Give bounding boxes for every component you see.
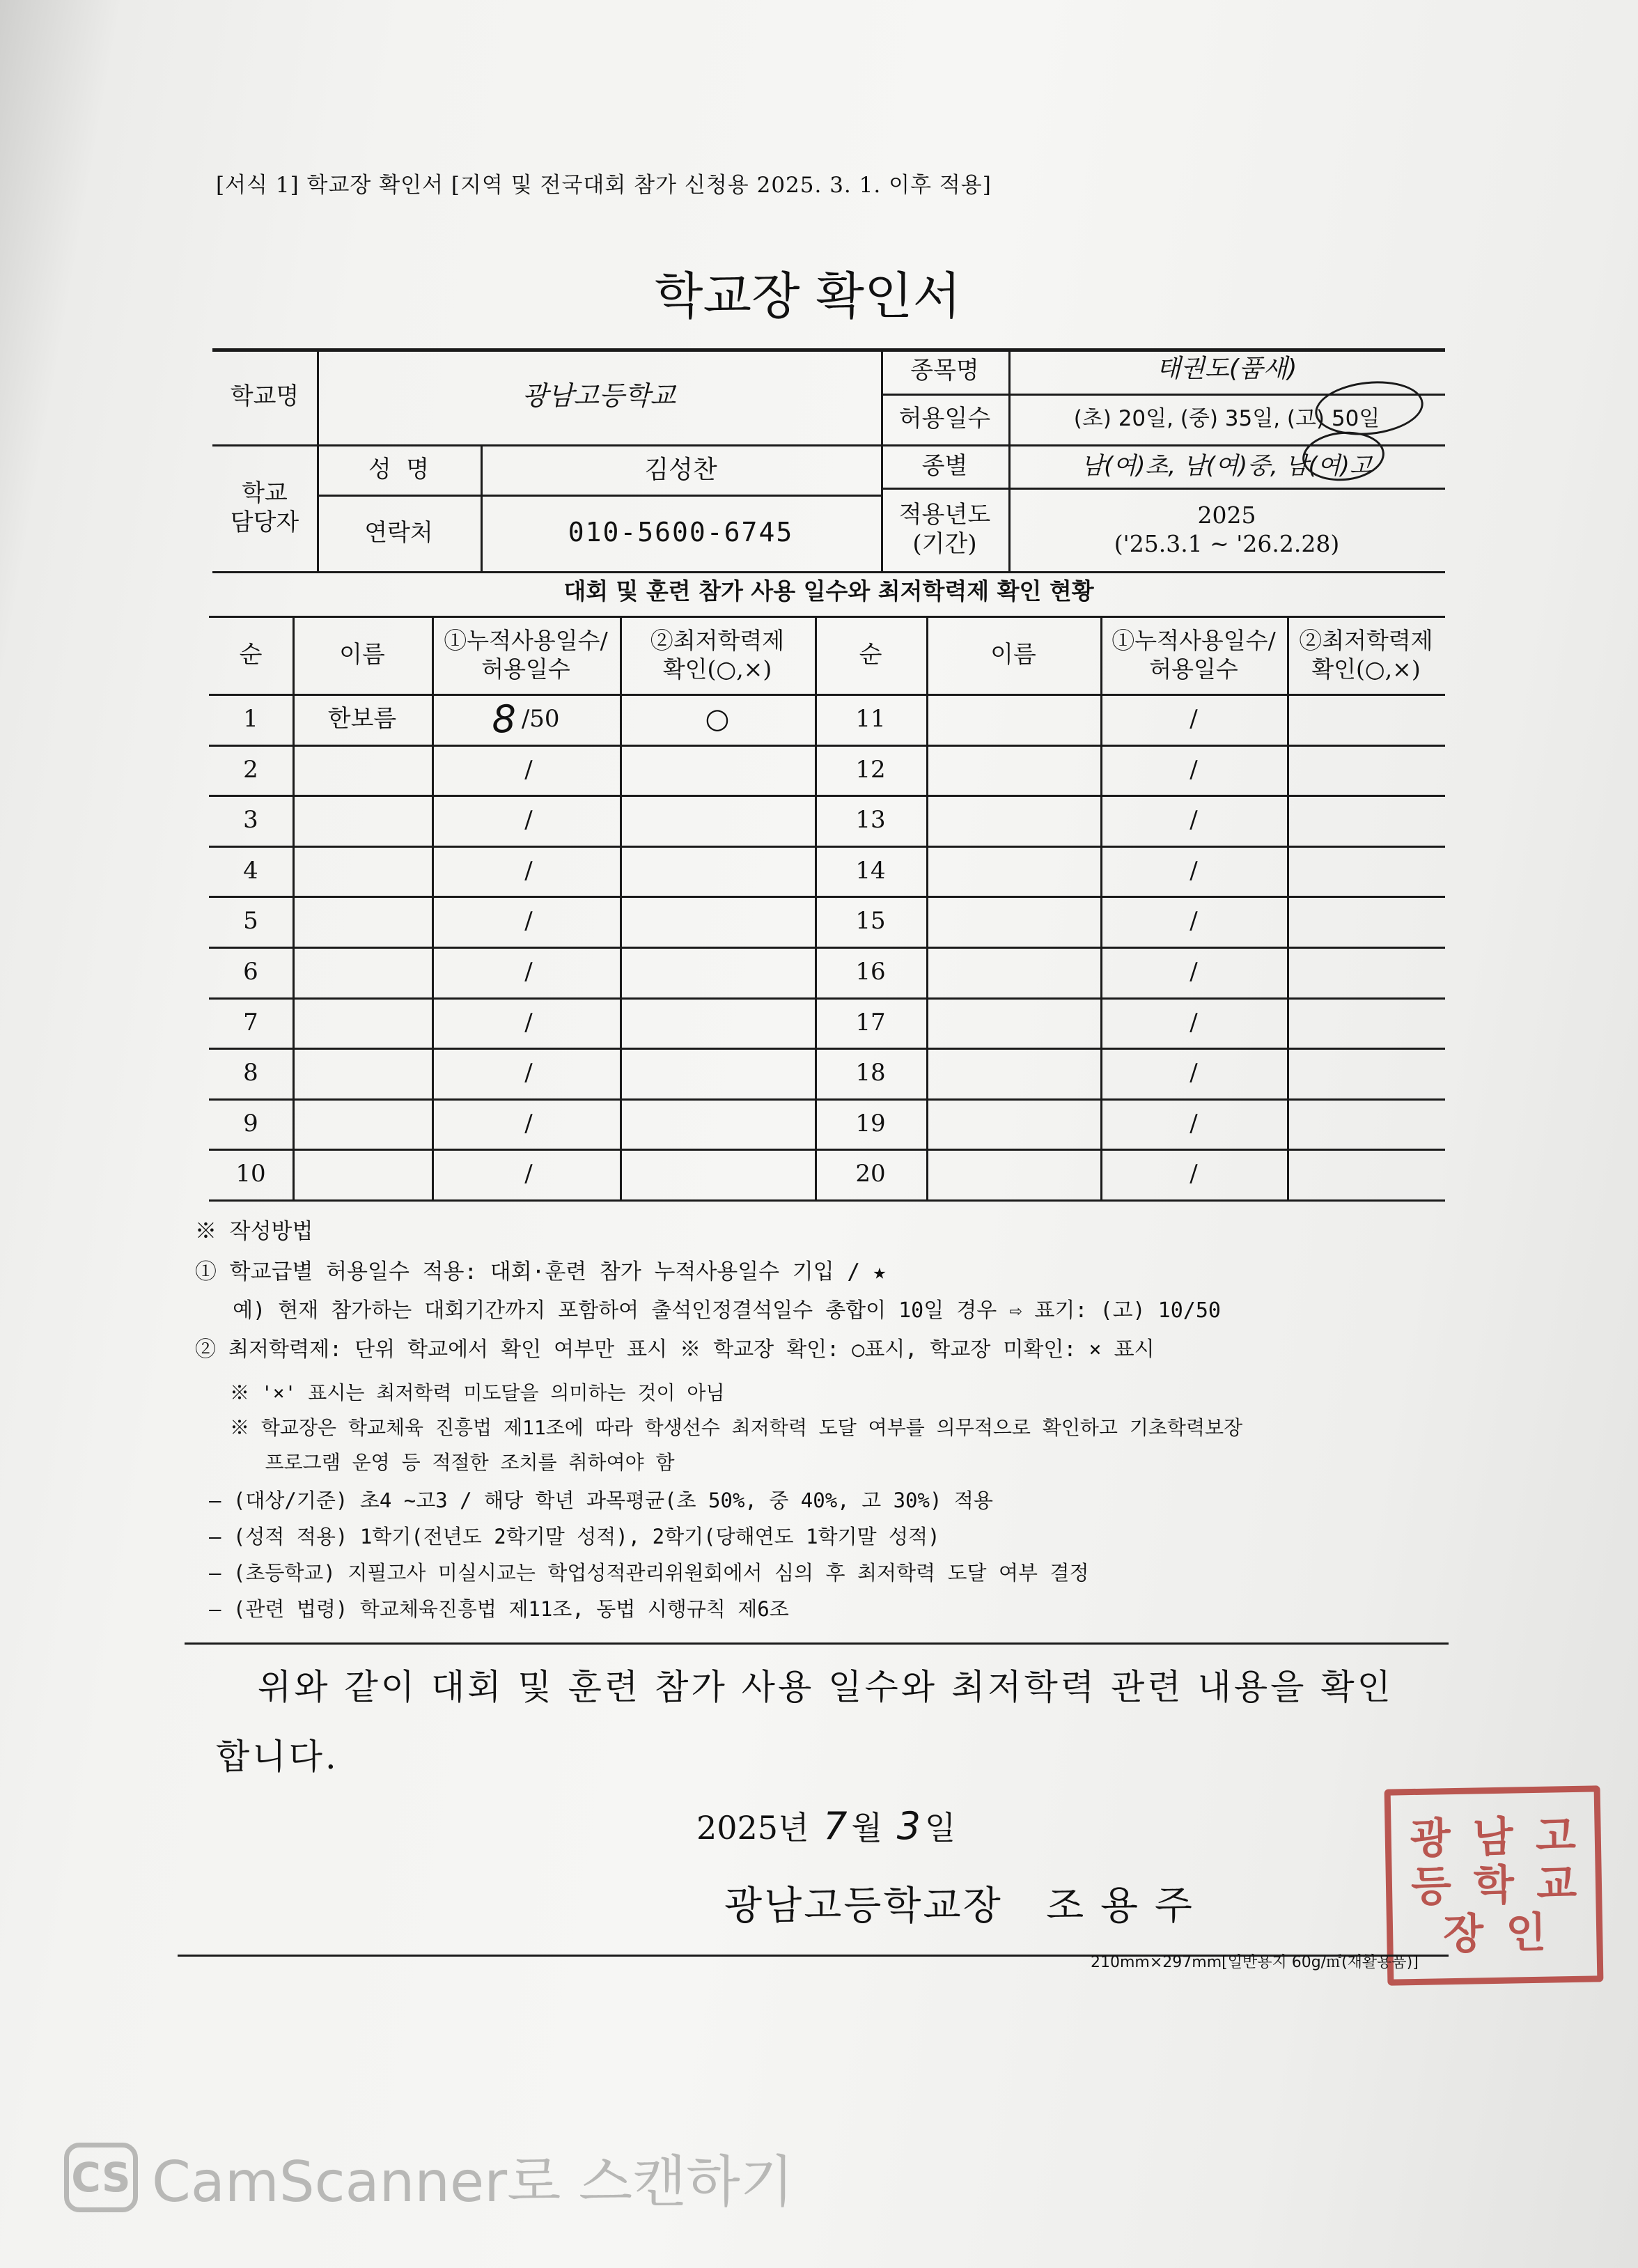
row-number: 3: [243, 806, 258, 834]
min-academic-check: [1287, 997, 1445, 1048]
student-name: [292, 1048, 432, 1098]
student-name: [292, 896, 432, 947]
note-item: ※ '×' 표시는 최저학력 미도달을 의미하는 것이 아님: [230, 1381, 725, 1404]
allowed-days-value: /: [524, 907, 533, 935]
used-days-cell: /: [1190, 958, 1198, 986]
column-header-days: [432, 616, 620, 694]
allowed-days-value: /: [524, 755, 533, 784]
column-header-no: 순: [239, 640, 263, 669]
used-days-cell: [432, 694, 620, 745]
note-item: ② 최저학력제: 단위 학교에서 확인 여부만 표시 ※ 학교장 확인: ○표시, 학교장 미확인: × 표시: [195, 1337, 1155, 1362]
note-item: 프로그램 운영 등 적절한 조치를 취하여야 함: [230, 1451, 675, 1474]
student-name: [926, 745, 1100, 795]
allowed-days-label: 허용일수: [898, 405, 991, 433]
student-name: [926, 795, 1100, 846]
principal-name: 광남고등학교장 조 용 주: [724, 1883, 1194, 1929]
min-academic-check: [1287, 795, 1445, 846]
min-academic-check: [620, 947, 815, 997]
used-days-cell: /: [1190, 856, 1198, 885]
column-header-check-line2: 확인(○,×): [1311, 655, 1421, 683]
student-name: [926, 997, 1100, 1048]
row-number: 10: [235, 1160, 266, 1188]
used-days-cell: /: [1190, 907, 1198, 935]
contact-group-label-line2: 담당자: [230, 508, 299, 536]
row-number: 7: [243, 1008, 258, 1036]
confirmation-text-end: 합니다.: [216, 1737, 339, 1777]
person-name: 김성찬: [644, 455, 717, 484]
date-month-unit: 월: [851, 1809, 882, 1847]
student-name: [926, 1149, 1100, 1199]
event-name: 태권도(품새): [1156, 355, 1297, 383]
form-header: [서식 1] 학교장 확인서 [지역 및 전국대회 참가 신청용 2025. 3. 1. 이후 적용]: [216, 173, 992, 198]
row-number: 12: [855, 755, 886, 784]
min-academic-check: [620, 997, 815, 1048]
allowed-days-value: /50: [521, 705, 560, 733]
paper-size-note: 210mm×297mm[일반용지 60g/㎡(재활용품)]: [1091, 1954, 1419, 1971]
allowed-days-value: /: [524, 1059, 533, 1087]
column-header-check: [620, 616, 815, 694]
allowed-days-value: /: [524, 1109, 533, 1137]
column-header-days-line2: 허용일수: [1149, 655, 1238, 683]
school-name: 광남고등학교: [522, 380, 676, 412]
camscanner-watermark: [64, 2137, 794, 2217]
page-title: 학교장 확인서: [654, 267, 962, 325]
row-number: 20: [855, 1160, 886, 1188]
watermark-text: CamScanner로 스캔하기: [152, 2150, 794, 2214]
year-label: [881, 488, 1008, 571]
year-value: [1008, 488, 1445, 571]
used-days-cell: [432, 1048, 620, 1098]
used-days-cell: /: [1190, 806, 1198, 834]
student-name: [926, 1048, 1100, 1098]
phone-number: 010-5600-6745: [568, 517, 794, 548]
note-item: ① 학교급별 허용일수 적용: 대회·훈련 참가 누적사용일수 기입 / ★: [195, 1259, 887, 1284]
used-days-cell: /: [1190, 1059, 1198, 1087]
applied-year: 2025: [1197, 501, 1256, 529]
min-academic-check: [1287, 1149, 1445, 1199]
row-number: 15: [855, 907, 886, 935]
year-label-line1: 적용년도: [898, 500, 991, 529]
used-days-cell: [432, 1098, 620, 1149]
applied-period: ('25.3.1 ~ '26.2.28): [1114, 530, 1340, 557]
camscanner-logo-icon: CS: [64, 2143, 138, 2212]
used-days-cell: [432, 846, 620, 896]
row-number: 18: [855, 1059, 886, 1087]
used-days-cell: [432, 997, 620, 1048]
used-days: 8: [492, 697, 516, 741]
column-header-name: 이름: [990, 640, 1036, 669]
column-header-check-line1: ②최저학력제: [1299, 626, 1433, 654]
min-academic-check: [1287, 846, 1445, 896]
row-number: 4: [243, 856, 258, 885]
row-number: 19: [855, 1109, 886, 1137]
column-header-check-line1: ②최저학력제: [650, 626, 785, 654]
student-name: [926, 1098, 1100, 1149]
section-title: 대회 및 훈련 참가 사용 일수와 최저학력제 확인 현황: [563, 577, 1094, 605]
column-header-days-line2: 허용일수: [481, 655, 570, 683]
student-name: [292, 997, 432, 1048]
type-value: 남(여)초, 남(여)중, 남(여)고: [1081, 451, 1373, 480]
min-academic-check: [1287, 694, 1445, 745]
note-item: – (초등학교) 지필고사 미실시교는 학업성적관리위원회에서 심의 후 최저학력 도달 여부 결정: [209, 1561, 1089, 1585]
row-number: 14: [855, 856, 886, 885]
student-name: [292, 1149, 432, 1199]
allowed-days: (초) 20일, (중) 35일, (고) 50일: [1073, 406, 1380, 432]
row-divider: [209, 1199, 1445, 1202]
min-academic-check: [620, 795, 815, 846]
notes-heading: ※ 작성방법: [195, 1219, 313, 1244]
note-item: – (관련 법령) 학교체육진흥법 제11조, 동법 시행규칙 제6조: [209, 1597, 789, 1621]
confirmation-date: [696, 1803, 956, 1849]
column-header-name: 이름: [339, 640, 385, 669]
used-days-cell: /: [1190, 705, 1198, 733]
student-name: [926, 694, 1100, 745]
date-year: 2025년: [696, 1809, 809, 1847]
used-days-cell: [432, 947, 620, 997]
note-item: ※ 학교장은 학교체육 진흥법 제11조에 따라 학생선수 최저학력 도달 여부를 의무적으로 확인하고 기초학력보장: [230, 1416, 1243, 1439]
min-academic-check: [1287, 1048, 1445, 1098]
student-name: [292, 846, 432, 896]
confirmation-text: 위와 같이 대회 및 훈련 참가 사용 일수와 최저학력 관련 내용을 확인: [258, 1667, 1394, 1707]
column-header-check-line2: 확인(○,×): [662, 655, 772, 683]
student-name: [292, 795, 432, 846]
used-days-cell: /: [1190, 1109, 1198, 1137]
official-seal: 광 남 고 등 학 교 장 인: [1384, 1785, 1604, 1985]
phone-label: 연락처: [364, 518, 433, 547]
min-academic-check: [1287, 947, 1445, 997]
allowed-days-value: /: [524, 856, 533, 885]
allowed-days-value: /: [524, 1160, 533, 1188]
student-name: [926, 896, 1100, 947]
row-number: 17: [855, 1008, 886, 1036]
row-number: 8: [243, 1059, 258, 1087]
event-label: 종목명: [910, 357, 979, 385]
used-days-cell: /: [1190, 1160, 1198, 1188]
person-name-label: 성 명: [368, 455, 430, 483]
min-academic-check: [620, 1098, 815, 1149]
min-academic-check: [620, 846, 815, 896]
min-academic-check: [1287, 745, 1445, 795]
used-days-cell: [432, 1149, 620, 1199]
row-number: 9: [243, 1109, 258, 1137]
row-number: 11: [855, 705, 886, 733]
type-label: 종별: [921, 451, 968, 480]
note-item: – (성적 적용) 1학기(전년도 2학기말 성적), 2학기(당해연도 1학기말 성적): [209, 1525, 940, 1548]
row-number: 2: [243, 755, 258, 784]
date-day-unit: 일: [924, 1809, 956, 1847]
date-month: 7: [823, 1804, 848, 1848]
used-days-cell: [432, 745, 620, 795]
note-item: 예) 현재 참가하는 대회기간까지 포함하여 출석인정결석일수 총합이 10일 경우 ⇨ 표기: (고) 10/50: [195, 1298, 1221, 1323]
school-name-label: 학교명: [230, 382, 299, 410]
column-header-days-line1: ①누적사용일수/: [1112, 626, 1276, 654]
column-header-days-line1: ①누적사용일수/: [444, 626, 608, 654]
min-academic-check: [1287, 896, 1445, 947]
column-header-no: 순: [859, 640, 882, 669]
student-name: [292, 745, 432, 795]
row-number: 16: [855, 958, 886, 986]
used-days-cell: [432, 795, 620, 846]
min-academic-check: ○: [705, 703, 730, 736]
note-item: – (대상/기준) 초4 ~고3 / 해당 학년 과목평균(초 50%, 중 40%, 고 30%) 적용: [209, 1489, 993, 1512]
student-name: [926, 846, 1100, 896]
min-academic-check: [620, 896, 815, 947]
used-days-cell: [432, 896, 620, 947]
student-name: 한보름: [327, 705, 397, 733]
used-days-cell: /: [1190, 1008, 1198, 1036]
date-day: 3: [896, 1804, 921, 1848]
allowed-days-value: /: [524, 1008, 533, 1036]
allowed-days-value: /: [524, 806, 533, 834]
used-days-cell: /: [1190, 755, 1198, 784]
row-number: 13: [855, 806, 886, 834]
column-header-days: [1100, 616, 1287, 694]
min-academic-check: [620, 1149, 815, 1199]
student-name: [926, 947, 1100, 997]
contact-group-label-line1: 학교: [242, 479, 288, 507]
contact-group-label: [212, 444, 317, 571]
min-academic-check: [1287, 1098, 1445, 1149]
student-name: [292, 947, 432, 997]
row-number: 5: [243, 907, 258, 935]
min-academic-check: [620, 1048, 815, 1098]
row-number: 6: [243, 958, 258, 986]
student-name: [292, 1098, 432, 1149]
min-academic-check: [620, 745, 815, 795]
year-label-line2: (기간): [912, 530, 977, 558]
allowed-days-value: /: [524, 958, 533, 986]
row-number: 1: [243, 705, 258, 733]
column-header-check: [1287, 616, 1445, 694]
